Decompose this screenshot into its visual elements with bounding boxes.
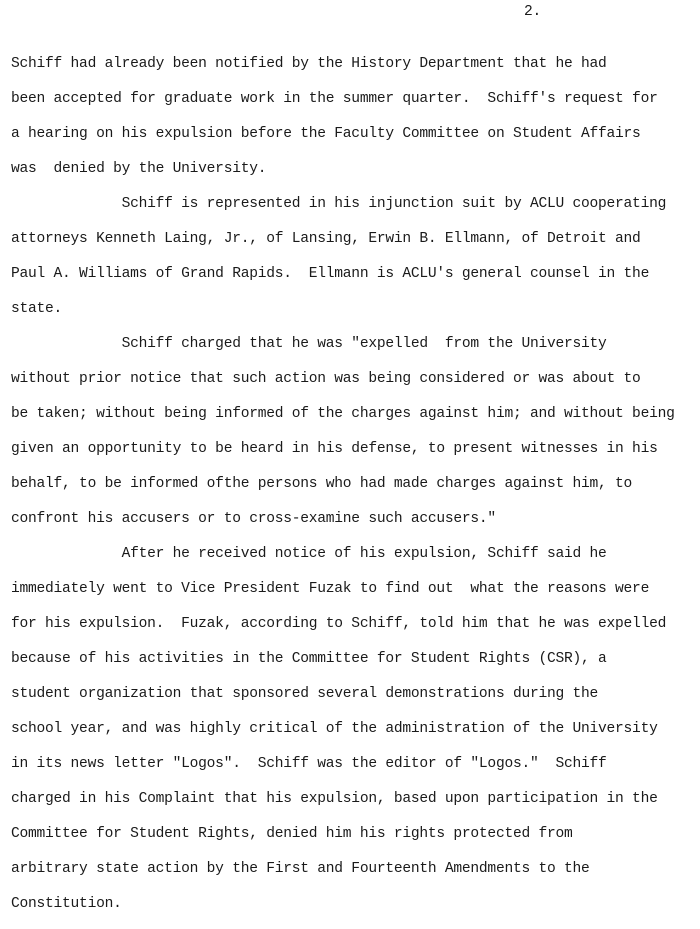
- text-line: given an opportunity to be heard in his defense, to present witnesses in his: [11, 441, 658, 457]
- document-body: [11, 54, 675, 929]
- text-line: arbitrary state action by the First and Fourteenth Amendments to the: [11, 861, 590, 877]
- text-line: because of his activities in the Committee for Student Rights (CSR), a: [11, 651, 607, 667]
- text-line: was denied by the University.: [11, 161, 267, 177]
- text-line: in its news letter "Logos". Schiff was the editor of "Logos." Schiff: [11, 756, 607, 772]
- text-line: Constitution.: [11, 896, 122, 912]
- text-line: charged in his Complaint that his expulsion, based upon participation in the: [11, 791, 658, 807]
- text-line: After he received notice of his expulsion, Schiff said he: [11, 546, 607, 562]
- text-line: be taken; without being informed of the charges against him; and without being: [11, 406, 675, 422]
- text-line: state.: [11, 301, 63, 317]
- text-line: school year, and was highly critical of the administration of the University: [11, 721, 658, 737]
- text-line: a hearing on his expulsion before the Faculty Committee on Student Affairs: [11, 126, 641, 142]
- text-line: been accepted for graduate work in the summer quarter. Schiff's request for: [11, 91, 658, 107]
- text-line: Schiff is represented in his injunction suit by ACLU cooperating: [11, 196, 667, 212]
- text-line: immediately went to Vice President Fuzak to find out what the reasons were: [11, 581, 650, 597]
- text-line: behalf, to be informed ofthe persons who had made charges against him, to: [11, 476, 633, 492]
- text-line: Schiff charged that he was "expelled from the University: [11, 336, 607, 352]
- page-number: 2.: [524, 4, 542, 20]
- text-line: for his expulsion. Fuzak, according to Schiff, told him that he was expelled: [11, 616, 667, 632]
- text-line: confront his accusers or to cross-examine such accusers.": [11, 511, 496, 527]
- text-line: Schiff had already been notified by the History Department that he had: [11, 56, 607, 72]
- text-line: without prior notice that such action was being considered or was about to: [11, 371, 641, 387]
- text-line: Paul A. Williams of Grand Rapids. Ellmann is ACLU's general counsel in the: [11, 266, 650, 282]
- text-line: student organization that sponsored several demonstrations during the: [11, 686, 599, 702]
- text-line: attorneys Kenneth Laing, Jr., of Lansing, Erwin B. Ellmann, of Detroit and: [11, 231, 641, 247]
- text-line: Committee for Student Rights, denied him his rights protected from: [11, 826, 573, 842]
